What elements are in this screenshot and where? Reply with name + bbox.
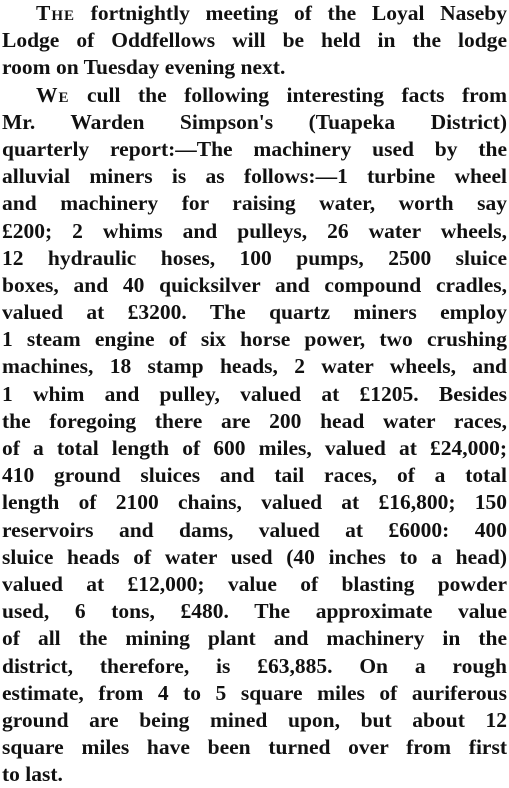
text-line: used, 6 tons, £480. The approximate value xyxy=(2,599,507,624)
text-line: 410 ground sluices and tail races, of a total xyxy=(2,463,507,488)
text-line: quarterly report:—The machinery used by the xyxy=(2,136,507,161)
text-line: ground are being mined upon, but about 12 xyxy=(2,707,507,732)
text-line: the foregoing there are 200 head water races, xyxy=(2,408,507,433)
paragraph-warden-report xyxy=(2,82,507,788)
text-line: and machinery for raising water, worth say xyxy=(2,191,507,216)
lead-word: The xyxy=(36,1,76,25)
text-line: estimate, from 4 to 5 square miles of auriferous xyxy=(2,680,507,705)
text-line: £200; 2 whims and pulleys, 26 water wheels, xyxy=(2,218,507,243)
text-line: valued at £3200. The quartz miners employ xyxy=(2,300,507,325)
text-line: Mr. Warden Simpson's (Tuapeka District) xyxy=(2,109,507,134)
text-line: sluice heads of water used (40 inches to a head) xyxy=(2,544,507,569)
text-line: 1 steam engine of six horse power, two crushing xyxy=(2,327,507,352)
text-line: valued at £12,000; value of blasting powder xyxy=(2,571,507,596)
text-line: length of 2100 chains, valued at £16,800; 150 xyxy=(2,490,507,515)
newspaper-column xyxy=(2,0,507,787)
text-line: boxes, and 40 quicksilver and compound cradles, xyxy=(2,272,507,297)
text-line: to last. xyxy=(2,762,63,787)
text-line: square miles have been turned over from first xyxy=(2,735,507,760)
text-line: of all the mining plant and machinery in the xyxy=(2,626,507,651)
text-line: machines, 18 stamp heads, 2 water wheels, and xyxy=(2,354,507,379)
text-line: reservoirs and dams, valued at £6000: 400 xyxy=(2,517,507,542)
text-line: 12 hydraulic hoses, 100 pumps, 2500 sluice xyxy=(2,245,507,270)
lead-word: We xyxy=(36,82,70,107)
text-line: The fortnightly meeting of the Loyal Naseby xyxy=(36,1,507,25)
text-line: room on Tuesday evening next. xyxy=(2,55,286,80)
text-line: 1 whim and pulley, valued at £1205. Besides xyxy=(2,381,507,406)
text-line: district, therefore, is £63,885. On a rough xyxy=(2,653,507,678)
text-line: Lodge of Oddfellows will be held in the lodge xyxy=(2,28,507,53)
paragraph-oddfellows-meeting xyxy=(2,0,507,82)
text-line: of a total length of 600 miles, valued at £24,000; xyxy=(2,436,507,460)
text-line: alluvial miners is as follows:—1 turbine wheel xyxy=(2,164,507,189)
text-line: We cull the following interesting facts from xyxy=(36,82,507,107)
